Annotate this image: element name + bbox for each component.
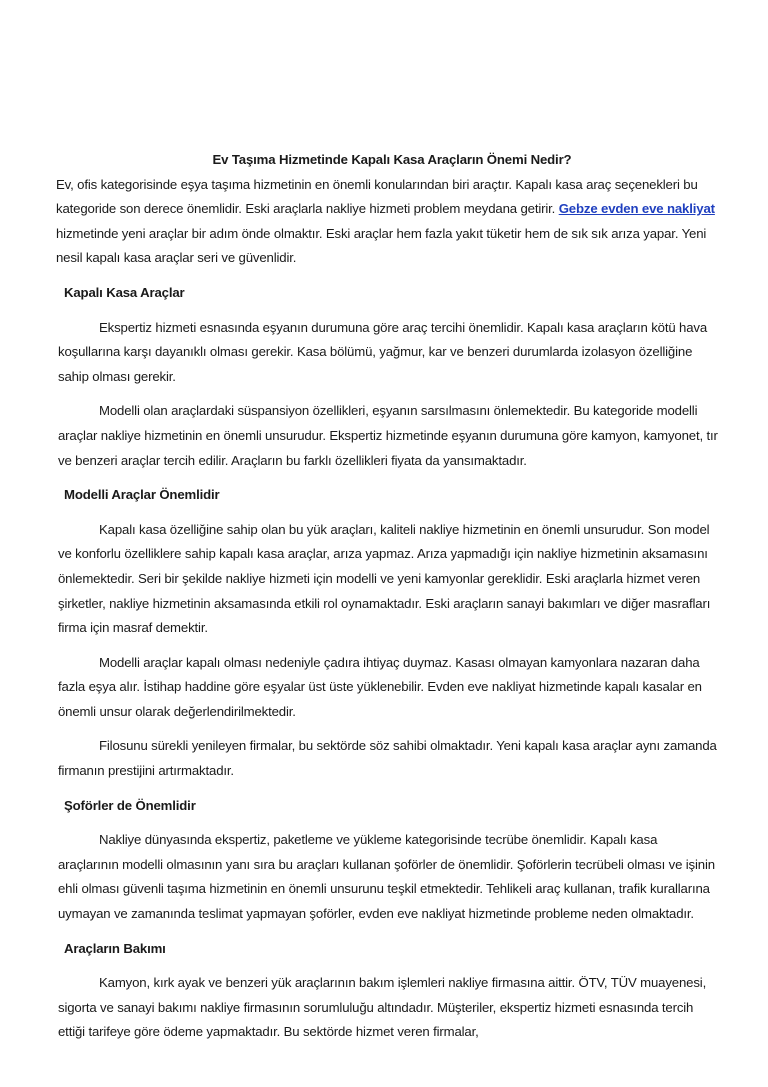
- section-heading-soforler: Şoförler de Önemlidir: [64, 797, 196, 813]
- intro-text-before-link: Ev, ofis kategorisinde eşya taşıma hizmetinin en önemli konularından biri araçtır. Kapalı kasa araç seçenekleri bu kategoride son derece önemlidir. Eski araçlarla nakliye hizmeti problem meydana getirir.: [56, 176, 698, 217]
- section-paragraph: Kapalı kasa özelliğine sahip olan bu yük araçları, kaliteli nakliye hizmetinin en önemli unsurudur. Son model ve konforlu özelliklere sahip kapalı kasa araçlar, arıza yapmaz. Arıza yapmadığı için nakliye hizmetinin aksamasını önlemektedir. Seri bir şekilde nakliye hizmeti için modelli ve yeni kamyonlar gereklidir. Eski araçlarla hizmet veren şirketler, nakliye hizmetinin aksamasında etkili rol oynamaktadır. Eski araçların sanayi bakımları ve diğer masrafları firma için masraf demektir.: [58, 521, 711, 636]
- section-heading-modelli-araclar: Modelli Araçlar Önemlidir: [64, 487, 220, 503]
- paragraph-gap: [58, 641, 718, 651]
- section-paragraph: Ekspertiz hizmeti esnasında eşyanın durumuna göre araç tercihi önemlidir. Kapalı kasa araçların kötü hava koşullarına karşı dayanıklı olması gerekir. Kasa bölümü, yağmur, kar ve benzeri durumlarda izolasyon özelliğine sahip olması gerekir.: [58, 319, 708, 384]
- section-paragraph: Filosunu sürekli yenileyen firmalar, bu sektörde söz sahibi olmaktadır. Yeni kapalı kasa araçlar aynı zamanda firmanın prestijini artırmaktadır.: [58, 738, 717, 779]
- document-title: Ev Taşıma Hizmetinde Kapalı Kasa Araçların Önemi Nedir?: [212, 152, 572, 167]
- section-paragraph: Modelli olan araçlardaki süspansiyon özellikleri, eşyanın sarsılmasını önlemektedir. Bu kategoride modelli araçlar nakliye hizmetinin en önemli unsurudur. Ekspertiz hizmetinde eşyanın durumuna göre kamyon, kamyonet, tır ve benzeri araçlar tercih edilir. Araçların bu farklı özellikleri fiyata da yansımaktadır.: [58, 403, 718, 468]
- section-paragraph: Kamyon, kırk ayak ve benzeri yük araçlarının bakım işlemleri nakliye firmasına aittir. ÖTV, TÜV muayenesi, sigorta ve sanayi bakımı nakliye firmasının sorumluluğu altındadır. Müşteriler, ekspertiz hizmeti esnasında tercih ettiği tarifeye göre ödeme yapmaktadır. Bu sektörde hizmet veren firmalar,: [58, 975, 707, 1040]
- intro-text-after-link: hizmetinde yeni araçlar bir adım önde olmaktır. Eski araçlar hem fazla yakıt tüketir hem de sık sık arıza yapar. Yeni nesil kapalı kasa araçlar seri ve güvenlidir.: [56, 225, 707, 266]
- section-paragraph: Nakliye dünyasında ekspertiz, paketleme ve yükleme kategorisinde tecrübe önemlidir. Kapalı kasa araçlarının modelli olmasının yanı sıra bu araçları kullanan şoförler de önemlidir. Şoförlerin tecrübeli olması ve işinin ehli olması güvenli taşıma hizmetinin en önemli unsurunu teşkil etmektedir. Tehlikeli araç kullanan, trafik kurallarına uymayan ve zamanında teslimat yapmayan şoförler, evden eve nakliyat hizmetinde probleme neden olmaktadır.: [58, 832, 715, 922]
- gebze-nakliyat-link[interactable]: Gebze evden eve nakliyat: [558, 201, 715, 217]
- paragraph-gap: [58, 724, 718, 734]
- section-heading-araclarin-bakimi: Araçların Bakımı: [64, 940, 166, 956]
- section-heading-kapali-kasa: Kapalı Kasa Araçlar: [64, 284, 185, 300]
- section-paragraph: Modelli araçlar kapalı olması nedeniyle çadıra ihtiyaç duymaz. Kasası olmayan kamyonlara nazaran daha fazla eşya alır. İstihap haddine göre eşyalar üst üste yüklenebilir. Evden eve nakliyat hizmetinde kapalı kasalar en önemli unsur olarak değerlendirilmektedir.: [58, 654, 702, 719]
- intro-paragraph: [56, 173, 718, 271]
- document-page: [58, 148, 718, 1045]
- paragraph-gap: [58, 389, 718, 399]
